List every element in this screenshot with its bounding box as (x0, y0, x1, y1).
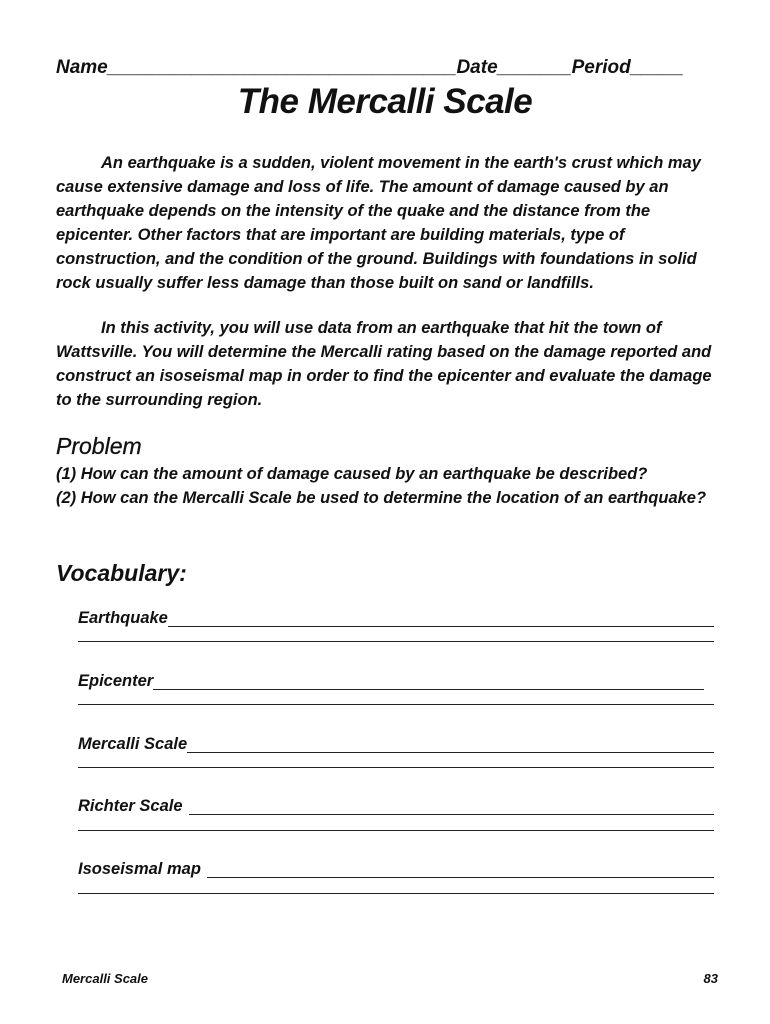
vocab-answer-line (78, 689, 704, 690)
vocab-answer-line (78, 704, 714, 705)
vocab-item-epicenter (78, 672, 714, 692)
problem-question-2: (2) How can the Mercalli Scale be used to determine the location of an earthquake? (56, 489, 707, 507)
vocab-answer-line (78, 641, 714, 642)
page-title: The Mercalli Scale (237, 82, 533, 121)
intro-paragraph-1 (56, 151, 716, 295)
intro-paragraph-2 (56, 316, 716, 412)
vocab-term: Epicenter (78, 672, 154, 690)
vocabulary-heading: Vocabulary: (56, 560, 187, 586)
page-number: 83 (703, 971, 718, 986)
intro-paragraph-1-text: An earthquake is a sudden, violent movement in the earth's crust which may cause extensive damage and loss of life. The amount of damage caused by an earthquake depends on the intensity of the quake and the distance from the epicenter. Other factors that are important are building materials, type of construction, and the condition of the ground. Buildings with foundations in solid rock usually suffer less damage than those built on sand or landfills. (56, 154, 701, 292)
vocab-item-isoseismal-map (78, 860, 714, 880)
vocab-answer-line (78, 893, 714, 894)
intro-paragraph-2-text: In this activity, you will use data from an earthquake that hit the town of Wattsville. You will determine the Mercalli rating based on the damage reported and construct an isoseismal map in order to find the epicenter and evaluate the damage to the surrounding region. (56, 319, 712, 409)
vocab-item-mercalli-scale (78, 735, 714, 755)
vocab-answer-line (78, 626, 714, 627)
vocab-item-earthquake (78, 609, 714, 629)
vocab-term: Richter Scale (78, 797, 189, 816)
vocab-term: Mercalli Scale (78, 735, 188, 753)
vocab-term: Earthquake (78, 609, 168, 627)
vocab-item-richter-scale (78, 797, 714, 817)
problem-heading: Problem (56, 433, 142, 459)
problem-question-1: (1) How can the amount of damage caused by an earthquake be described? (56, 465, 648, 483)
name-date-period-line: Name_________________________________Date_______Period_____ (56, 57, 684, 78)
vocab-answer-line (78, 767, 714, 768)
vocab-answer-line (78, 830, 714, 831)
footer-title: Mercalli Scale (62, 971, 148, 986)
vocab-term: Isoseismal map (78, 860, 207, 879)
